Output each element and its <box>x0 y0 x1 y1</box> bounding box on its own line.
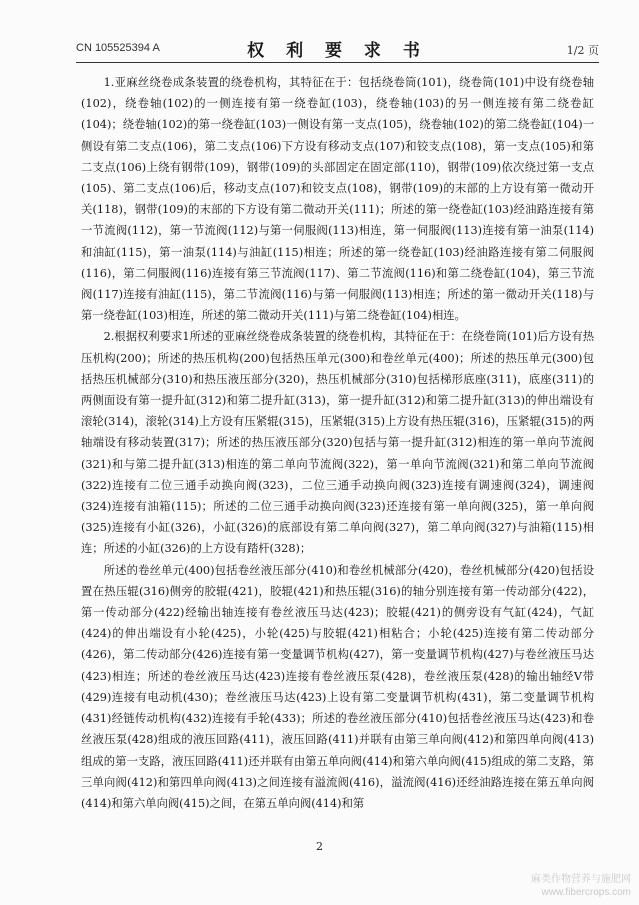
claims-body <box>81 72 594 814</box>
claim-paragraph: 所述的卷丝单元(400)包括卷丝液压部分(410)和卷丝机械部分(420)，卷丝机械部分(420)包括设置在热压辊(316)侧旁的胶辊(421)，胶辊(421)和热压辊(316)的轴分别连接有第一传动部分(422)，第一传动部分(422)经输出轴连接有卷丝液压马达(423)；胶辊(421)的侧旁设有气缸(424)，气缸(424)的伸出端设有小轮(425)，小轮(425)与胶辊(421)相粘合；小轮(425)连接有第二传动部分(426)，第二传动部分(426)连接有第一变量调节机构(427)，第一变量调节机构(427)与卷丝液压马达(423)相连；所述的卷丝液压马达(423)连接有卷丝液压泵(428)，卷丝液压泵(428)的输出轴经V带(429)连接有电动机(430)；卷丝液压马达(423)上设有第二变量调节机构(431)，第二变量调节机构(431)经链传动机构(432)连接有手轮(433)；所述的卷丝液压部分(410)包括卷丝液压马达(423)和卷丝液压泵(428)组成的液压回路(411)，液压回路(411)并联有由第三单向阀(412)和第四单向阀(413)组成的第一支路，液压回路(411)还并联有由第五单向阀(414)和第六单向阀(415)组成的第二支路，第三单向阀(412)和第四单向阀(413)之间连接有溢流阀(416)，溢流阀(416)还经油路连接在第五单向阀(414)和第六单向阀(415)之间，在第五单向阀(414)和第 <box>81 563 594 810</box>
header-divider <box>76 62 599 63</box>
page-header <box>76 36 599 60</box>
watermark-url: www.fibercrops.com <box>541 887 631 898</box>
page-indicator: 1/2 页 <box>566 44 599 57</box>
site-watermark <box>531 873 631 899</box>
page-title: 权 利 要 求 书 <box>247 41 428 61</box>
claim-paragraph: 1.亚麻丝绕卷成条装置的绕卷机构，其特征在于：包括绕卷筒(101)，绕卷筒(101)中设有绕卷轴(102)，绕卷轴(102)的一侧连接有第一绕卷缸(103)，绕卷轴(103)的另一侧连接有第二绕卷缸(104)；绕卷轴(102)的第一绕卷缸(103)一侧设有第一支点(105)，绕卷轴(102)的第二绕卷缸(104)一侧设有第二支点(106)，第二支点(106)下方设有移动支点(107)和铰支点(108)，第一支点(105)和第二支点(106)上绕有钢带(109)，钢带(109)的头部固定在固定部(110)，钢带(109)依次绕过第一支点(105)、第二支点(106)后，移动支点(107)和铰支点(108)，钢带(109)的末部的上方设有第一微动开关(118)，钢带(109)的末部的下方设有第二微动开关(111)；所述的第一绕卷缸(103)经油路连接有第一节流阀(112)，第一节流阀(112)与第一伺服阀(113)相连，第一伺服阀(113)连接有第一油泵(114)和油缸(115)，第一油泵(114)与油缸(115)相连；所述的第一绕卷缸(103)经油路连接有第二伺服阀(116)，第二伺服阀(116)连接有第三节流阀(117)、第二节流阀(116)和第二绕卷缸(104)，第三节流阀(117)连接有油缸(115)，第二节流阀(116)与第一伺服阀(113)相连；所述的第一微动开关(118)与第一绕卷缸(103)相连，所述的第二微动开关(111)与第二绕卷缸(104)相连。 <box>81 76 594 323</box>
patent-number: CN 105525394 A <box>76 42 160 54</box>
claim-paragraph: 2.根据权利要求1所述的亚麻丝绕卷成条装置的绕卷机构，其特征在于：在绕卷筒(101)后方设有热压机构(200)；所述的热压机构(200)包括热压单元(300)和卷丝单元(400)；所述的热压单元(300)包括热压机械部分(310)和热压液压部分(320)，热压机械部分(310)包括梯形底座(311)，底座(311)的两侧面设有第一提升缸(312)和第二提升缸(313)，第一提升缸(312)和第二提升缸(313)的伸出端设有滚轮(314)，滚轮(314)上方设有压紧辊(315)，压紧辊(315)上方设有热压辊(316)，压紧辊(315)的两轴端设有移动装置(317)；所述的热压液压部分(320)包括与第一提升缸(312)相连的第一单向节流阀(321)和与第二提升缸(313)相连的第二单向节流阀(322)，第一单向节流阀(321)和第二单向节流阀(322)连接有二位三通手动换向阀(323)，二位三通手动换向阀(323)连接有调速阀(324)，调速阀(324)连接有油箱(115)；所述的二位三通手动换向阀(323)还连接有第一单向阀(325)，第一单向阀(325)连接有小缸(326)，小缸(326)的底部设有第二单向阀(327)，第二单向阀(327)与油箱(115)相连；所述的小缸(326)的上方设有踏杆(328)； <box>81 330 594 556</box>
watermark-text: 麻类作物营养与施肥网 <box>531 874 631 885</box>
page-number: 2 <box>316 840 323 853</box>
